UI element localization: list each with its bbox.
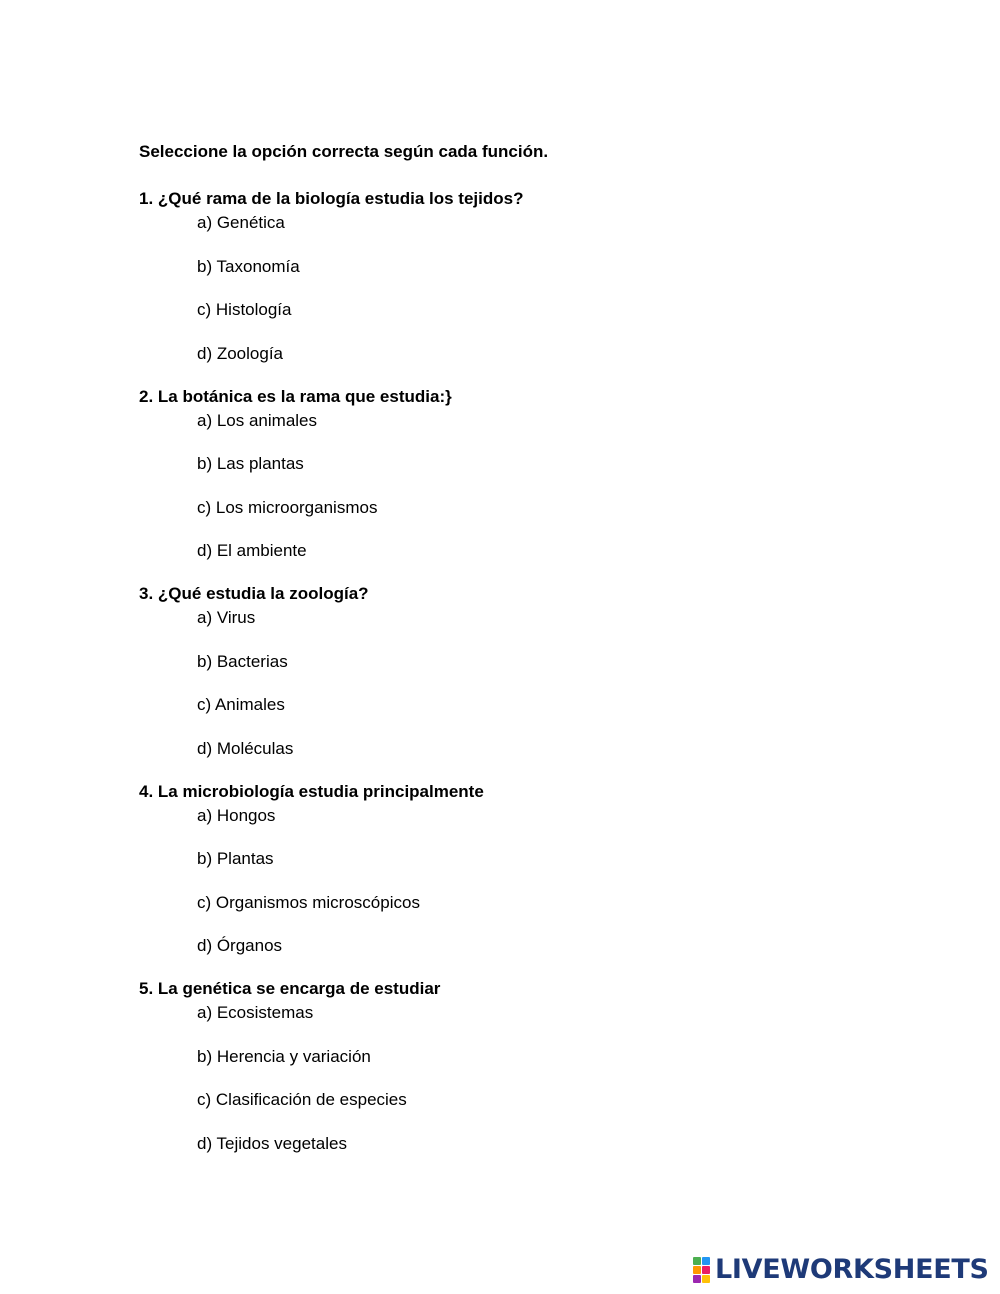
- option-list: [139, 212, 899, 365]
- option-c[interactable]: c) Los microorganismos: [197, 497, 378, 517]
- logo-squares-icon: [693, 1257, 711, 1283]
- question-2: [139, 386, 899, 563]
- option-a[interactable]: a) Virus: [197, 608, 256, 627]
- option-c[interactable]: c) Animales: [197, 695, 285, 714]
- option-d[interactable]: d) Moléculas: [197, 738, 294, 758]
- option-b[interactable]: b) Plantas: [197, 849, 274, 868]
- option-d[interactable]: d) El ambiente: [197, 541, 307, 560]
- question-text: 5. La genética se encarga de estudiar: [139, 979, 441, 998]
- liveworksheets-logo: [693, 1255, 989, 1285]
- option-b[interactable]: b) Herencia y variación: [197, 1046, 371, 1066]
- question-3: [139, 583, 899, 760]
- option-a[interactable]: a) Genética: [197, 213, 285, 232]
- option-b[interactable]: b) Taxonomía: [197, 256, 300, 276]
- question-1: [139, 188, 899, 365]
- option-a[interactable]: a) Ecosistemas: [197, 1003, 314, 1022]
- option-list: [139, 805, 899, 958]
- option-c[interactable]: c) Histología: [197, 300, 292, 319]
- question-4: [139, 781, 899, 958]
- option-c[interactable]: c) Organismos microscópicos: [197, 892, 420, 912]
- option-list: [139, 410, 899, 563]
- question-5: [139, 978, 899, 1155]
- option-a[interactable]: a) Los animales: [197, 410, 318, 430]
- question-text: 4. La microbiología estudia principalmente: [139, 781, 484, 801]
- option-d[interactable]: d) Órganos: [197, 936, 283, 955]
- question-text: 3. ¿Qué estudia la zoología?: [139, 584, 369, 603]
- option-list: [139, 1002, 899, 1155]
- option-b[interactable]: b) Bacterias: [197, 651, 288, 671]
- option-b[interactable]: b) Las plantas: [197, 454, 304, 473]
- option-d[interactable]: d) Zoología: [197, 343, 283, 363]
- question-text: 2. La botánica es la rama que estudia:}: [139, 386, 452, 406]
- instruction-text: Seleccione la opción correcta según cada función.: [139, 142, 549, 161]
- option-d[interactable]: d) Tejidos vegetales: [197, 1133, 347, 1153]
- worksheet: [139, 141, 899, 1176]
- option-list: [139, 607, 899, 760]
- option-c[interactable]: c) Clasificación de especies: [197, 1090, 407, 1109]
- logo-text: LIVEWORKSHEETS: [715, 1254, 989, 1285]
- option-a[interactable]: a) Hongos: [197, 805, 276, 825]
- question-text: 1. ¿Qué rama de la biología estudia los tejidos?: [139, 189, 524, 208]
